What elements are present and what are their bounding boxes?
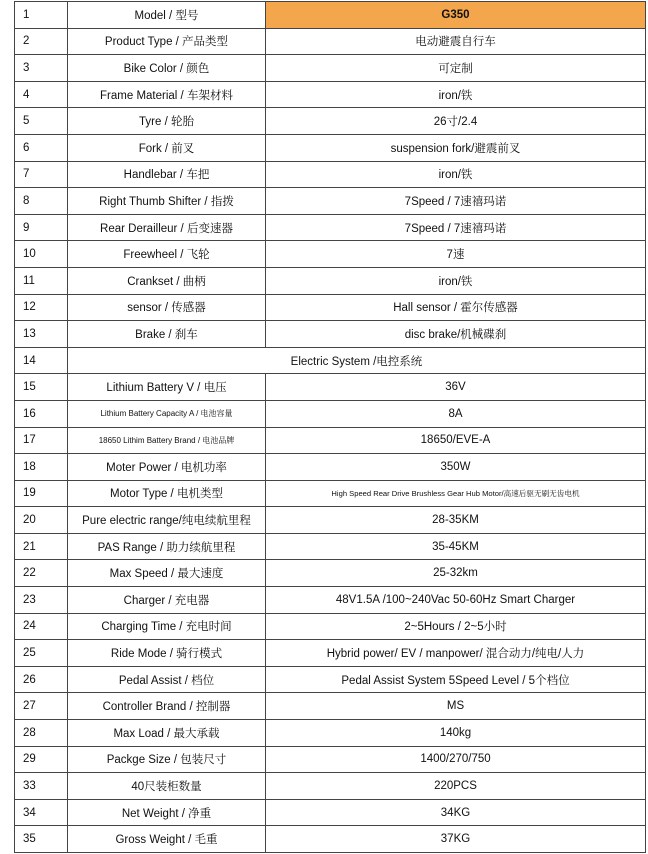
- spec-value: 26寸/2.4: [266, 108, 646, 135]
- table-row: [15, 2, 646, 29]
- table-row: [15, 108, 646, 135]
- spec-value: 2~5Hours / 2~5小时: [266, 613, 646, 640]
- row-number: 33: [15, 773, 68, 800]
- table-row: [15, 267, 646, 294]
- spec-name: Tyre / 轮胎: [68, 108, 266, 135]
- row-number: 11: [15, 267, 68, 294]
- row-number: 25: [15, 640, 68, 667]
- table-row: [15, 746, 646, 773]
- row-number: 6: [15, 134, 68, 161]
- spec-name: Charging Time / 充电时间: [68, 613, 266, 640]
- spec-value: Hall sensor / 霍尔传感器: [266, 294, 646, 321]
- row-number: 23: [15, 587, 68, 614]
- row-number: 28: [15, 720, 68, 747]
- spec-value: 28-35KM: [266, 507, 646, 534]
- spec-name: sensor / 传感器: [68, 294, 266, 321]
- row-number: 8: [15, 188, 68, 215]
- spec-value: Pedal Assist System 5Speed Level / 5个档位: [266, 666, 646, 693]
- table-row: [15, 587, 646, 614]
- row-number: 7: [15, 161, 68, 188]
- table-row: [15, 81, 646, 108]
- table-row: [15, 347, 646, 374]
- spec-value: 8A: [266, 400, 646, 427]
- spec-table-body: [15, 2, 646, 853]
- table-row: [15, 28, 646, 55]
- spec-name: Lithium Battery V / 电压: [68, 374, 266, 401]
- spec-value: 35-45KM: [266, 533, 646, 560]
- spec-value: 37KG: [266, 826, 646, 853]
- row-number: 21: [15, 533, 68, 560]
- row-number: 24: [15, 613, 68, 640]
- spec-value: iron/铁: [266, 161, 646, 188]
- spec-value: 18650/EVE-A: [266, 427, 646, 454]
- spec-value: High Speed Rear Drive Brushless Gear Hub Motor/高速后驱无刷无齿电机: [266, 480, 646, 507]
- row-number: 12: [15, 294, 68, 321]
- spec-name: Bike Color / 颜色: [68, 55, 266, 82]
- row-number: 34: [15, 799, 68, 826]
- spec-value: iron/铁: [266, 81, 646, 108]
- spec-value: iron/铁: [266, 267, 646, 294]
- table-row: [15, 400, 646, 427]
- spec-name: 40尺装柜数量: [68, 773, 266, 800]
- table-row: [15, 241, 646, 268]
- row-number: 9: [15, 214, 68, 241]
- row-number: 13: [15, 321, 68, 348]
- table-row: [15, 188, 646, 215]
- table-row: [15, 454, 646, 481]
- spec-name: Max Load / 最大承载: [68, 720, 266, 747]
- spec-name: Rear Derailleur / 后变速器: [68, 214, 266, 241]
- table-row: [15, 666, 646, 693]
- table-row: [15, 720, 646, 747]
- row-number: 26: [15, 666, 68, 693]
- spec-name: Pure electric range/纯电续航里程: [68, 507, 266, 534]
- spec-value: 36V: [266, 374, 646, 401]
- row-number: 17: [15, 427, 68, 454]
- spec-name: Controller Brand / 控制器: [68, 693, 266, 720]
- spec-name: Charger / 充电器: [68, 587, 266, 614]
- spec-name: Ride Mode / 骑行模式: [68, 640, 266, 667]
- table-row: [15, 161, 646, 188]
- spec-value: 7Speed / 7速禧玛诺: [266, 214, 646, 241]
- spec-name: Motor Type / 电机类型: [68, 480, 266, 507]
- table-row: [15, 773, 646, 800]
- spec-name: Freewheel / 飞轮: [68, 241, 266, 268]
- spec-value: suspension fork/避震前叉: [266, 134, 646, 161]
- spec-name: Max Speed / 最大速度: [68, 560, 266, 587]
- table-row: [15, 134, 646, 161]
- row-number: 15: [15, 374, 68, 401]
- row-number: 14: [15, 347, 68, 374]
- spec-value: 电动避震自行车: [266, 28, 646, 55]
- spec-name: Handlebar / 车把: [68, 161, 266, 188]
- spec-value: 34KG: [266, 799, 646, 826]
- spec-value: 7速: [266, 241, 646, 268]
- table-row: [15, 640, 646, 667]
- row-number: 19: [15, 480, 68, 507]
- row-number: 27: [15, 693, 68, 720]
- spec-table: [14, 1, 646, 853]
- spec-name: Brake / 刹车: [68, 321, 266, 348]
- table-row: [15, 294, 646, 321]
- spec-name: PAS Range / 助力续航里程: [68, 533, 266, 560]
- spec-value: 140kg: [266, 720, 646, 747]
- spec-name: Fork / 前叉: [68, 134, 266, 161]
- spec-name: Packge Size / 包装尺寸: [68, 746, 266, 773]
- section-header: Electric System /电控系统: [68, 347, 646, 374]
- spec-value: Hybrid power/ EV / manpower/ 混合动力/纯电/人力: [266, 640, 646, 667]
- table-row: [15, 799, 646, 826]
- row-number: 1: [15, 2, 68, 29]
- spec-value: disc brake/机械碟刹: [266, 321, 646, 348]
- table-row: [15, 613, 646, 640]
- row-number: 29: [15, 746, 68, 773]
- row-number: 4: [15, 81, 68, 108]
- spec-name: Product Type / 产品类型: [68, 28, 266, 55]
- row-number: 35: [15, 826, 68, 853]
- spec-value: 1400/270/750: [266, 746, 646, 773]
- spec-name: Crankset / 曲柄: [68, 267, 266, 294]
- spec-name: 18650 Lithim Battery Brand / 电池品牌: [68, 427, 266, 454]
- table-row: [15, 427, 646, 454]
- row-number: 22: [15, 560, 68, 587]
- row-number: 20: [15, 507, 68, 534]
- spec-name: Right Thumb Shifter / 指拨: [68, 188, 266, 215]
- row-number: 10: [15, 241, 68, 268]
- table-row: [15, 507, 646, 534]
- table-row: [15, 55, 646, 82]
- spec-name: Pedal Assist / 档位: [68, 666, 266, 693]
- spec-value: MS: [266, 693, 646, 720]
- row-number: 18: [15, 454, 68, 481]
- spec-value: 7Speed / 7速禧玛诺: [266, 188, 646, 215]
- spec-value: 25-32km: [266, 560, 646, 587]
- row-number: 2: [15, 28, 68, 55]
- row-number: 5: [15, 108, 68, 135]
- spec-value: 350W: [266, 454, 646, 481]
- spec-name: Model / 型号: [68, 2, 266, 29]
- spec-name: Gross Weight / 毛重: [68, 826, 266, 853]
- spec-name: Net Weight / 净重: [68, 799, 266, 826]
- spec-name: Moter Power / 电机功率: [68, 454, 266, 481]
- spec-name: Frame Material / 车架材料: [68, 81, 266, 108]
- table-row: [15, 480, 646, 507]
- table-row: [15, 321, 646, 348]
- spec-value: G350: [266, 2, 646, 29]
- spec-value: 可定制: [266, 55, 646, 82]
- table-row: [15, 214, 646, 241]
- row-number: 16: [15, 400, 68, 427]
- spec-value: 48V1.5A /100~240Vac 50-60Hz Smart Charger: [266, 587, 646, 614]
- row-number: 3: [15, 55, 68, 82]
- table-row: [15, 826, 646, 853]
- table-row: [15, 693, 646, 720]
- spec-value: 220PCS: [266, 773, 646, 800]
- table-row: [15, 374, 646, 401]
- table-row: [15, 560, 646, 587]
- table-row: [15, 533, 646, 560]
- spec-name: Lithium Battery Capacity A / 电池容量: [68, 400, 266, 427]
